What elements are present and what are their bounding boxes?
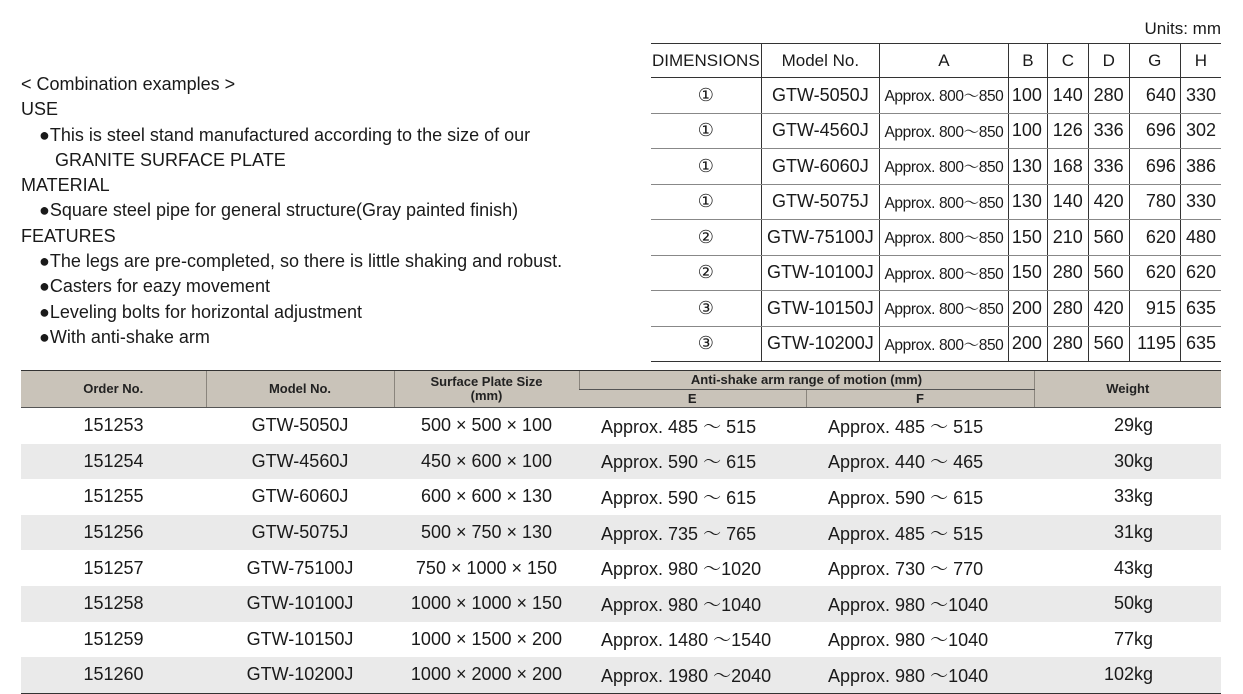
order-cell: GTW-10100J	[206, 586, 394, 622]
order-cell: GTW-5050J	[251, 415, 349, 436]
order-cell: Approx. 980 ～1040	[579, 586, 806, 622]
dimensions-cell: Approx. 800～850	[880, 184, 1009, 220]
dimensions-cell: 780	[1129, 184, 1180, 220]
order-cell: Approx. 590 ～ 615	[828, 487, 984, 508]
dim-header: H	[1180, 44, 1221, 78]
dimensions-cell: GTW-75100J	[761, 220, 879, 256]
order-cell: Approx. 440 ～ 465	[806, 444, 1034, 480]
dimensions-cell: 696	[1129, 149, 1180, 185]
dimensions-cell: 336	[1088, 113, 1129, 149]
dimensions-cell: Approx. 800～850	[880, 113, 1009, 149]
dimensions-cell: Approx. 800～850	[880, 78, 1009, 114]
dimensions-cell: 168	[1047, 149, 1088, 185]
order-cell: Approx. 1980 ～2040	[579, 657, 806, 693]
dimensions-cell: Approx. 800～850	[880, 326, 1009, 362]
dimensions-cell: ①	[651, 184, 761, 220]
dimensions-cell: GTW-5075J	[761, 184, 879, 220]
dimensions-cell: 130	[1008, 149, 1047, 185]
order-cell: Approx. 485 ～ 515	[828, 416, 984, 437]
dimensions-cell: 150	[1008, 220, 1047, 256]
units-label: Units: mm	[1144, 19, 1221, 38]
order-cell: 450 × 600 × 100	[394, 444, 579, 480]
use-title: USE	[21, 99, 59, 120]
order-cell: Approx. 980 ～1020	[601, 559, 762, 580]
order-cell: 1000 × 2000 × 200	[394, 657, 579, 693]
dimensions-cell: 210	[1047, 220, 1088, 256]
dimensions-cell: 302	[1180, 113, 1221, 149]
order-cell: GTW-4560J	[206, 444, 394, 480]
order-cell: 1000 × 1500 × 200	[410, 628, 563, 649]
dimensions-cell: Approx. 800～850	[880, 149, 1009, 185]
order-cell: 600 × 600 × 130	[420, 486, 553, 507]
order-cell: 500 × 500 × 100	[420, 415, 553, 436]
dimensions-cell: ③	[651, 291, 761, 327]
dimensions-cell: 620	[1129, 255, 1180, 291]
e-header: E	[579, 390, 806, 408]
dimensions-cell: 480	[1180, 220, 1221, 256]
order-cell: 151253	[83, 415, 144, 436]
order-cell: GTW-10200J	[206, 657, 394, 693]
dim-header	[651, 44, 761, 78]
dimensions-cell: 915	[1129, 291, 1180, 327]
dimensions-cell: 330	[1180, 184, 1221, 220]
order-cell: Approx. 735 ～ 765	[579, 515, 806, 551]
dimensions-cell: Approx. 800～850	[880, 220, 1009, 256]
dimensions-row	[651, 255, 1221, 291]
dim-header: B	[1008, 44, 1047, 78]
material-title: MATERIAL	[21, 175, 110, 196]
product-description	[21, 72, 562, 350]
dimensions-cell: 420	[1088, 291, 1129, 327]
arm-range-header: Anti-shake arm range of motion (mm)	[579, 371, 1034, 390]
order-row	[21, 657, 1221, 693]
dim-header: A	[880, 44, 1009, 78]
plate-size-header	[394, 371, 579, 408]
order-cell: Approx. 980 ～1040	[806, 586, 1034, 622]
dimensions-row	[651, 184, 1221, 220]
feature-item: ●Casters for eazy movement	[39, 276, 270, 297]
order-cell: 151260	[21, 657, 206, 693]
order-cell: 31kg	[1034, 515, 1221, 551]
order-cell: GTW-6060J	[251, 486, 349, 507]
order-cell: 102kg	[1034, 657, 1221, 693]
dimensions-cell: 560	[1088, 326, 1129, 362]
dimensions-cell: 100	[1008, 113, 1047, 149]
dimensions-row	[651, 149, 1221, 185]
dimensions-cell: 280	[1047, 326, 1088, 362]
order-cell: Approx. 1480 ～1540	[601, 630, 772, 651]
order-cell: 750 × 1000 × 150	[415, 557, 558, 578]
dim-header: C	[1047, 44, 1088, 78]
dimensions-cell: 560	[1088, 255, 1129, 291]
plate-size-header-line1: Surface Plate Size	[430, 374, 543, 389]
dimensions-cell: 620	[1180, 255, 1221, 291]
dimensions-cell: 280	[1047, 291, 1088, 327]
order-cell: 29kg	[1113, 415, 1153, 436]
dimensions-cell: 140	[1047, 78, 1088, 114]
dimensions-cell: ③	[651, 326, 761, 362]
order-cell: 30kg	[1034, 444, 1221, 480]
order-cell: 151259	[83, 628, 144, 649]
dimensions-cell: 336	[1088, 149, 1129, 185]
order-row	[21, 550, 1221, 586]
order-cell: 50kg	[1034, 586, 1221, 622]
order-cell: GTW-75100J	[246, 557, 354, 578]
feature-item: ●Leveling bolts for horizontal adjustment	[39, 301, 363, 322]
dimensions-row	[651, 291, 1221, 327]
order-row	[21, 586, 1221, 622]
dimensions-cell: 330	[1180, 78, 1221, 114]
dimensions-cell: GTW-10200J	[761, 326, 879, 362]
order-row	[21, 444, 1221, 480]
dimensions-cell: GTW-6060J	[761, 149, 879, 185]
order-cell: 43kg	[1113, 557, 1153, 578]
dimensions-cell: 635	[1180, 291, 1221, 327]
combination-heading: < Combination examples >	[21, 74, 236, 94]
dimensions-cell: GTW-10150J	[761, 291, 879, 327]
dimensions-cell: GTW-5050J	[761, 78, 879, 114]
order-cell: Approx. 590 ～ 615	[601, 487, 757, 508]
order-cell: Approx. 730 ～ 770	[828, 559, 984, 580]
order-cell: 151255	[83, 486, 144, 507]
dimensions-cell: 386	[1180, 149, 1221, 185]
order-cell: 151256	[21, 515, 206, 551]
order-cell: Approx. 980 ～1040	[828, 630, 989, 651]
f-header: F	[806, 390, 1034, 408]
dim-header: D	[1088, 44, 1129, 78]
order-cell: 151258	[21, 586, 206, 622]
order-cell: Approx. 485 ～ 515	[806, 515, 1034, 551]
dim-header: G	[1129, 44, 1180, 78]
model-no-header: Model No.	[206, 371, 394, 408]
dimensions-cell: 696	[1129, 113, 1180, 149]
order-row	[21, 408, 1221, 444]
dimensions-cell: 100	[1008, 78, 1047, 114]
dimensions-table	[651, 43, 1221, 362]
order-cell: 151257	[83, 557, 144, 578]
dimensions-cell: ②	[651, 255, 761, 291]
dimensions-cell: ①	[651, 113, 761, 149]
dimensions-cell: 150	[1008, 255, 1047, 291]
dimensions-cell: Approx. 800～850	[880, 291, 1009, 327]
weight-header: Weight	[1034, 371, 1221, 408]
dimensions-cell: 620	[1129, 220, 1180, 256]
order-cell: GTW-10150J	[246, 628, 354, 649]
feature-item: ●The legs are pre-completed, so there is little shaking and robust.	[39, 251, 563, 272]
dimensions-cell: 560	[1088, 220, 1129, 256]
dimensions-cell: 1195	[1129, 326, 1180, 362]
dimensions-cell: 635	[1180, 326, 1221, 362]
dimensions-cell: 140	[1047, 184, 1088, 220]
dimensions-cell: 126	[1047, 113, 1088, 149]
dim-header: Model No.	[761, 44, 879, 78]
order-header-row	[21, 371, 1221, 390]
feature-item: ●With anti-shake arm	[39, 326, 210, 347]
order-cell: Approx. 980 ～1040	[806, 657, 1034, 693]
order-no-header: Order No.	[21, 371, 206, 408]
features-title: FEATURES	[21, 225, 116, 246]
dimensions-row	[651, 78, 1221, 114]
order-row	[21, 479, 1221, 515]
dimensions-cell: 280	[1047, 255, 1088, 291]
use-line-1: ●This is steel stand manufactured according to the size of our	[39, 124, 531, 145]
dimensions-header-row	[651, 44, 1221, 78]
plate-size-header-line2: (mm)	[470, 388, 503, 403]
dimensions-cell: 420	[1088, 184, 1129, 220]
dimensions-cell: 640	[1129, 78, 1180, 114]
order-cell: Approx. 485 ～ 515	[601, 416, 757, 437]
dimensions-cell: 280	[1088, 78, 1129, 114]
order-cell: 33kg	[1113, 486, 1153, 507]
dimensions-cell: GTW-4560J	[761, 113, 879, 149]
order-table	[21, 370, 1221, 694]
order-cell: 500 × 750 × 130	[394, 515, 579, 551]
order-cell: 151254	[21, 444, 206, 480]
order-row	[21, 515, 1221, 551]
dimensions-cell: 130	[1008, 184, 1047, 220]
dimensions-cell: ①	[651, 78, 761, 114]
dimensions-row	[651, 113, 1221, 149]
order-cell: 77kg	[1113, 628, 1153, 649]
dimensions-cell: ①	[651, 149, 761, 185]
dimensions-row	[651, 220, 1221, 256]
dimensions-row	[651, 326, 1221, 362]
dimensions-cell: 200	[1008, 291, 1047, 327]
dimensions-cell: ②	[651, 220, 761, 256]
order-cell: Approx. 590 ～ 615	[579, 444, 806, 480]
order-cell: GTW-5075J	[206, 515, 394, 551]
dimensions-header-label: DIMENSIONS	[652, 50, 760, 70]
dimensions-cell: GTW-10100J	[761, 255, 879, 291]
use-line-2: GRANITE SURFACE PLATE	[55, 149, 286, 170]
material-line: ●Square steel pipe for general structure(Gray painted finish)	[39, 200, 519, 221]
dimensions-cell: Approx. 800～850	[880, 255, 1009, 291]
order-cell: 1000 × 1000 × 150	[394, 586, 579, 622]
dimensions-cell: 200	[1008, 326, 1047, 362]
order-row	[21, 622, 1221, 658]
